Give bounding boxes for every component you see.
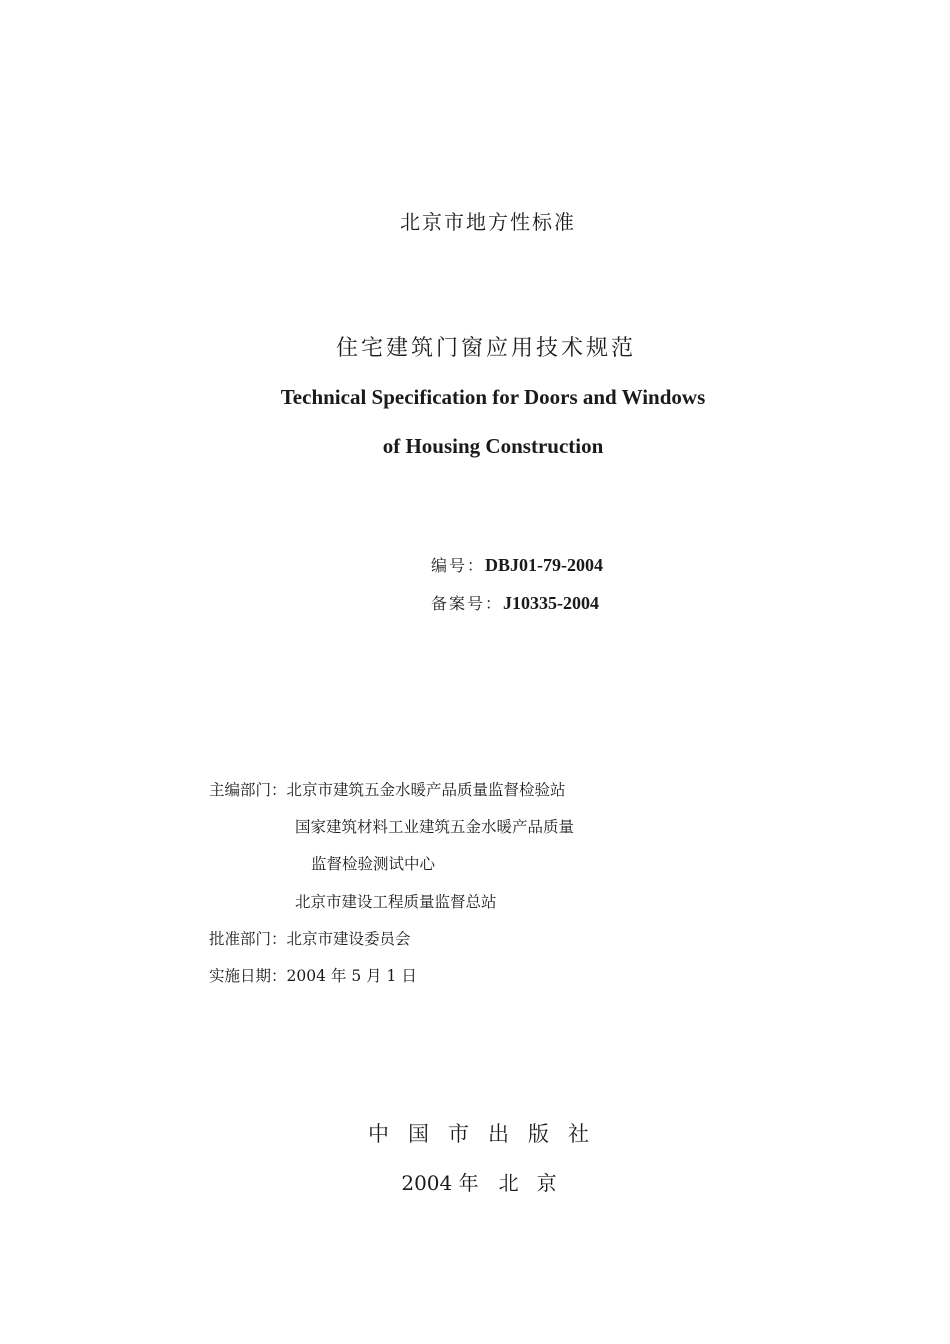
publication-city: 北京 xyxy=(498,1171,575,1195)
publication-year: 2004 年 xyxy=(401,1171,479,1195)
approver-value: 北京市建设委员会 xyxy=(286,930,411,948)
title-english-line-2: of Housing Construction xyxy=(382,434,604,458)
standard-number-label: 编号： xyxy=(431,556,486,575)
editor-org-3: 监督检验测试中心 xyxy=(311,855,436,873)
editor-org-2: 国家建筑材料工业建筑五金水暖产品质量 xyxy=(295,818,575,836)
title-chinese: 住宅建筑门窗应用技术规范 xyxy=(335,336,636,361)
effective-date-row xyxy=(209,964,417,986)
record-number-value: J10335-2004 xyxy=(503,593,600,613)
standard-number-value: DBJ01-79-2004 xyxy=(485,555,604,575)
editor-org-4: 北京市建设工程质量监督总站 xyxy=(295,893,497,911)
series-heading: 北京市地方性标准 xyxy=(400,210,576,234)
effective-date-value: 2004 年 5 月 1 日 xyxy=(286,967,417,985)
title-english-line-1: Technical Specification for Doors and Windows xyxy=(280,385,706,409)
standard-number-row xyxy=(431,553,603,576)
editor-row xyxy=(209,778,566,800)
effective-date-label: 实施日期： xyxy=(209,967,287,985)
publisher-name: 中国市出版社 xyxy=(368,1122,608,1146)
publication-line xyxy=(0,1167,950,1196)
editor-org-1: 北京市建筑五金水暖产品质量监督检验站 xyxy=(286,781,566,799)
approver-row xyxy=(209,927,411,949)
record-number-row xyxy=(431,591,599,614)
record-number-label: 备案号： xyxy=(431,594,504,613)
approver-label: 批准部门： xyxy=(209,930,287,948)
editor-label: 主编部门： xyxy=(209,781,287,799)
